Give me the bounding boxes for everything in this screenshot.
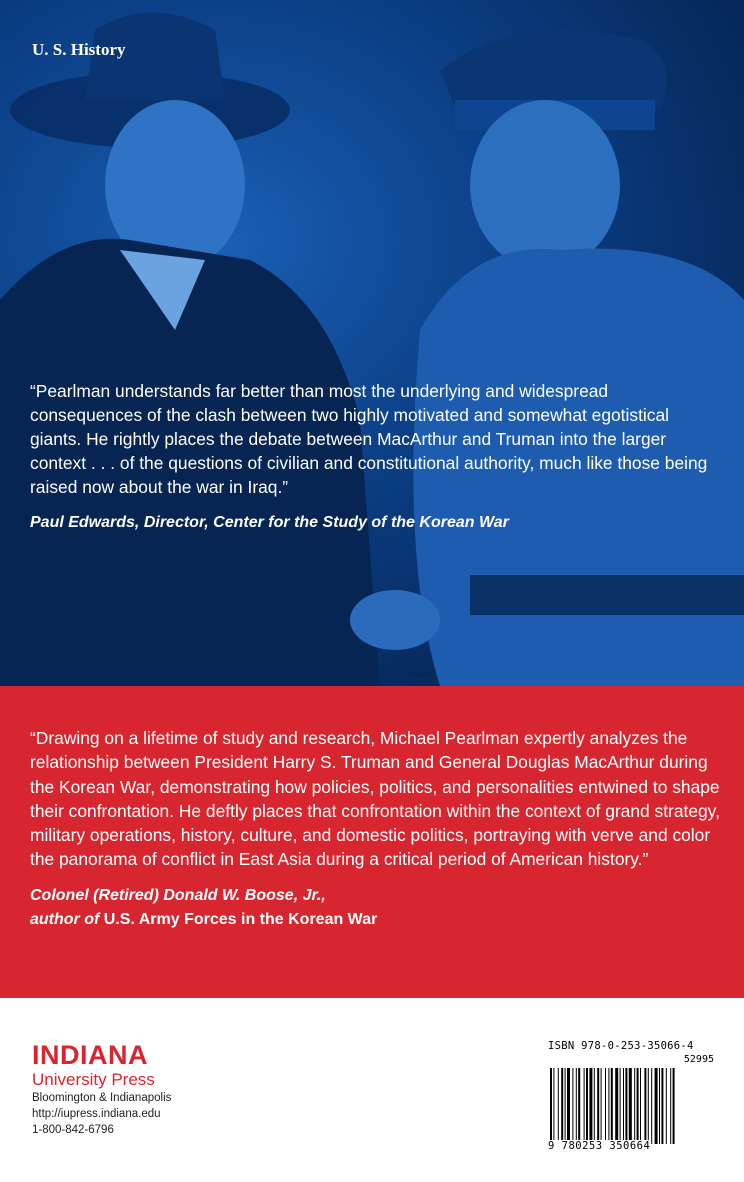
isbn-label: ISBN 978-0-253-35066-4 xyxy=(548,1040,694,1052)
isbn-barcode xyxy=(548,1040,720,1152)
barcode-bar xyxy=(611,1068,613,1144)
barcode-bar xyxy=(634,1068,635,1144)
publisher-phone: 1-800-842-6796 xyxy=(32,1124,114,1136)
barcode-bar xyxy=(673,1068,675,1144)
attribution-credit xyxy=(30,908,377,932)
barcode-bar xyxy=(561,1068,563,1144)
barcode-bar xyxy=(565,1068,566,1144)
barcode-bar xyxy=(623,1068,624,1144)
barcode-bar xyxy=(651,1068,652,1144)
ean-number: 9 780253 350664 xyxy=(548,1140,651,1152)
barcode-bar xyxy=(629,1068,632,1144)
barcode-bar xyxy=(637,1068,639,1144)
barcode-bar xyxy=(670,1068,671,1144)
barcode-bar xyxy=(620,1068,621,1144)
barcode-bar xyxy=(553,1068,554,1144)
barcode-bar xyxy=(578,1068,580,1144)
barcode-bar xyxy=(572,1068,573,1144)
publisher-name: INDIANA xyxy=(32,1040,148,1070)
publisher-location: Bloomington & Indianapolis xyxy=(32,1092,172,1104)
barcode-bar xyxy=(558,1068,559,1144)
barcode-bar xyxy=(625,1068,627,1144)
barcode-bar xyxy=(644,1068,646,1144)
barcode-bar xyxy=(605,1068,606,1144)
quote-attribution-paul-edwards: Paul Edwards, Director, Center for the Study of the Korean War xyxy=(30,514,509,531)
barcode-bar xyxy=(661,1068,663,1144)
attribution-name: Colonel (Retired) Donald W. Boose, Jr., xyxy=(30,887,326,904)
barcode-bar xyxy=(567,1068,570,1144)
category-label: U. S. History xyxy=(32,40,126,59)
barcode-bar xyxy=(608,1068,609,1144)
barcode-bar xyxy=(655,1068,658,1144)
attribution-prefix: author of xyxy=(30,911,104,928)
barcode-bar xyxy=(576,1068,577,1144)
barcode-bar xyxy=(586,1068,588,1144)
barcode-bar xyxy=(597,1068,599,1144)
price-code: 52995 xyxy=(683,1054,714,1065)
barcode-graphic xyxy=(548,1054,720,1152)
barcode-bar xyxy=(594,1068,595,1144)
barcode-bar xyxy=(584,1068,585,1144)
barcode-bar xyxy=(615,1068,618,1144)
publisher-subname: University Press xyxy=(32,1070,155,1089)
publisher-imprint xyxy=(32,1040,171,1138)
quote-paul-edwards: “Pearlman understands far better than most the underlying and widespread consequences of the clash between two highly motivated and somewhat egotistical giants. He rightly places the debate between MacArthur and Truman into the larger context . . . of the questions of civilian and constitutional authority, much like those being raised now about the war in Iraq.” xyxy=(30,381,708,497)
quote-attribution-donald-boose xyxy=(30,884,377,932)
barcode-bar xyxy=(659,1068,660,1144)
barcode-bar xyxy=(601,1068,602,1144)
publisher-url: http://iupress.indiana.edu xyxy=(32,1108,161,1120)
attribution-book-title: U.S. Army Forces in the Korean War xyxy=(103,911,378,928)
barcode-bar xyxy=(550,1068,552,1144)
quote-donald-boose: “Drawing on a lifetime of study and research, Michael Pearlman expertly analyzes the relationship between President Harry S. Truman and General Douglas MacArthur during the Korean War, demonstrating how policies, politics, and personalities entwined to shape their confrontation. He deftly places that confrontation within the context of grand strategy, military operations, history, culture, and domestic politics, portraying with verve and color the panorama of conflict in East Asia during a critical period of American history.” xyxy=(30,728,720,870)
barcode-bar xyxy=(640,1068,641,1144)
barcode-bars xyxy=(548,1054,720,1148)
barcode-bar xyxy=(648,1068,649,1144)
barcode-bar xyxy=(589,1068,592,1144)
barcode-bar xyxy=(666,1068,667,1144)
